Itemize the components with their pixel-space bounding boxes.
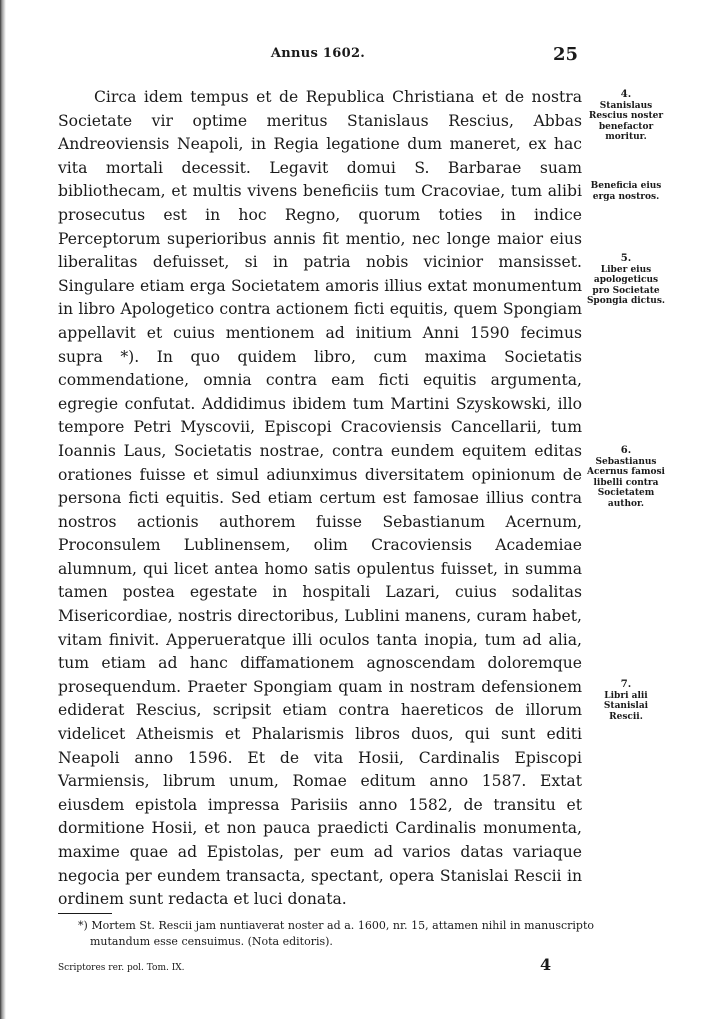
main-text <box>58 86 582 912</box>
marginal-text: Libri alii Stanislai Rescii. <box>603 690 649 722</box>
page-number: 25 <box>552 44 578 65</box>
marginal-note-6 <box>586 446 666 509</box>
marginal-number: 4. <box>620 89 632 100</box>
marginal-text: Liber eius apologeticus pro Societate Spongia dictus. <box>586 264 666 306</box>
marginal-text: Stanislaus Rescius noster benefactor moritur. <box>588 100 664 142</box>
marginal-text: Beneficia eius erga nostros. <box>590 181 662 202</box>
footnote-rule <box>58 913 112 914</box>
marginal-number: 6. <box>620 445 632 456</box>
marginal-number: 5. <box>620 253 632 264</box>
marginal-note-4 <box>586 90 666 143</box>
book-binding-shadow <box>0 0 6 1019</box>
marginal-note-5 <box>586 254 666 307</box>
signature-mark: 4 <box>540 955 552 974</box>
marginal-text: Sebastianus Acernus famosi libelli contra Societatem author. <box>587 456 665 509</box>
marginal-number: 7. <box>620 679 632 690</box>
marginal-note-7 <box>586 680 666 722</box>
signature-line: Scriptores rer. pol. Tom. IX. <box>58 963 185 973</box>
marginal-note-beneficia <box>586 181 666 202</box>
footnote: *) Mortem St. Rescii jam nuntiaverat noster ad a. 1600, nr. 15, attamen nihil in manuscripto mutandum esse censuimus. (Nota editoris). <box>78 919 594 948</box>
running-head: Annus 1602. <box>270 46 366 61</box>
paragraph: Circa idem tempus et de Republica Christiana et de nostra Societate vir optime meritus Stanislaus Rescius, Abbas Andreoviensis Neapoli, in Regia legatione dum maneret, ex hac vita mortali decessit. Legavit domui S. Barbarae suam bibliothecam, et multis vivens beneficiis tum Cracoviae, tum alibi prosecutus est in hoc Regno, quorum toties in indice Perceptorum superioribus annis fit mentio, nec longe maior eius liberalitas defuisset, si in patria nobis vicinior mansisset. Singulare etiam erga Societatem amoris illius extat monumentum in libro Apologetico contra actionem ficti equitis, quem Spongiam appellavit et cuius mentionem ad initium Anni 1590 fecimus supra *). In quo quidem libro, cum maxima Societatis commendatione, omnia contra eam ficti equitis argumenta, egregie confutat. Addidimus ibidem tum Martini Szyskowski, illo tempore Petri Myscovii, Episcopi Cracoviensis Cancellarii, tum Ioannis Laus, Societatis nostrae, contra eundem equitem editas orationes fuisse et simul adiunximus diversitatem opinionum de persona ficti equitis. Sed etiam certum est famosae illius contra nostros actionis authorem fuisse Sebastianum Acernum, Proconsulem Lublinensem, olim Cracoviensis Academiae alumnum, qui licet antea homo satis opulentus fuisset, in summa tamen postea egestate in hospitali Lazari, cuius sodalitas Misericordiae, nostris directoribus, Lublini manens, curam habet, vitam finivit. Apperueratque illi oculos tanta inopia, tum ad alia, tum etiam ad hanc diffamationem agnoscendam doloremque prosequendum. Praeter Spongiam quam in nostram defensionem ediderat Rescius, scripsit etiam contra haereticos de illorum videlicet Atheismis et Phalarismis libros duos, qui sunt editi Neapoli anno 1596. Et de vita Hosii, Cardinalis Episcopi Varmiensis, librum unum, Romae editum anno 1587. Extat eiusdem epistola impressa Parisiis anno 1582, de transitu et dormitione Hosii, et non pauca praedicti Cardinalis monumenta, maxime quae ad Epistolas, per eum ad varios datas variaque negocia per eundem transacta, spectant, opera Stanislai Rescii in ordinem sunt redacta et luci donata. <box>58 88 582 909</box>
page-header <box>58 44 578 68</box>
